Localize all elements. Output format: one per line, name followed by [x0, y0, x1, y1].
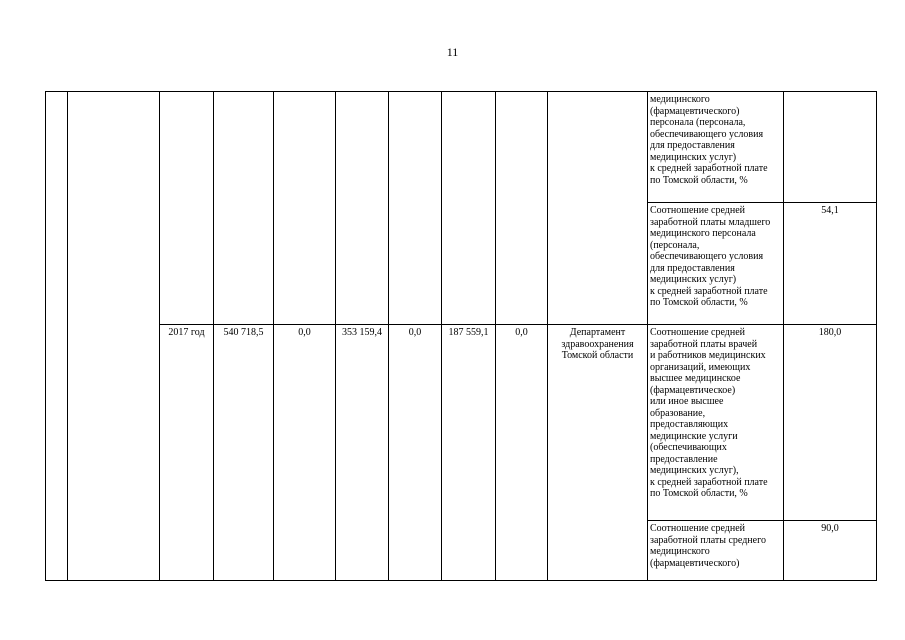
page-number: 11 — [446, 45, 459, 59]
regional-cell — [336, 92, 389, 325]
other-cell — [442, 92, 496, 325]
year-cell: 2017 год — [160, 325, 214, 581]
indicator-value-cell: 54,1 — [784, 203, 877, 325]
number-cell — [46, 92, 68, 581]
table-row — [46, 92, 877, 203]
local-cell — [389, 92, 442, 325]
extra-cell: 0,0 — [496, 325, 548, 581]
indicator-cell: медицинского (фармацевтического) персонала (персонала, обеспечивающего условия для предоставления медицинских услуг) к средней заработной плате по Томской области, % — [648, 92, 784, 203]
executor-cell: Департамент здравоохранения Томской области — [548, 325, 648, 581]
indicator-value-cell — [784, 92, 877, 203]
local-cell: 0,0 — [389, 325, 442, 581]
indicator-value-cell: 90,0 — [784, 521, 877, 581]
event-name-cell — [68, 92, 160, 581]
federal-cell: 0,0 — [274, 325, 336, 581]
total-cell: 540 718,5 — [214, 325, 274, 581]
extra-cell — [496, 92, 548, 325]
federal-cell — [274, 92, 336, 325]
indicator-value-cell: 180,0 — [784, 325, 877, 521]
regional-cell: 353 159,4 — [336, 325, 389, 581]
indicator-cell: Соотношение средней заработной платы врачей и работников медицинских организаций, имеющих высшее медицинское (фармацевтическое) или иное высшее образование, предоставляющих медицинские услуги (обеспечивающих предоставление медицинских услуг), к средней заработной плате по Томской области, % — [648, 325, 784, 521]
executor-cell — [548, 92, 648, 325]
indicator-cell: Соотношение средней заработной платы среднего медицинского (фармацевтического) — [648, 521, 784, 581]
budget-table — [45, 91, 877, 581]
year-cell — [160, 92, 214, 325]
table-row — [46, 325, 877, 521]
total-cell — [214, 92, 274, 325]
indicator-cell: Соотношение средней заработной платы младшего медицинского персонала (персонала, обеспечивающего условия для предоставления медицинских услуг) к средней заработной плате по Томской области, % — [648, 203, 784, 325]
other-cell: 187 559,1 — [442, 325, 496, 581]
